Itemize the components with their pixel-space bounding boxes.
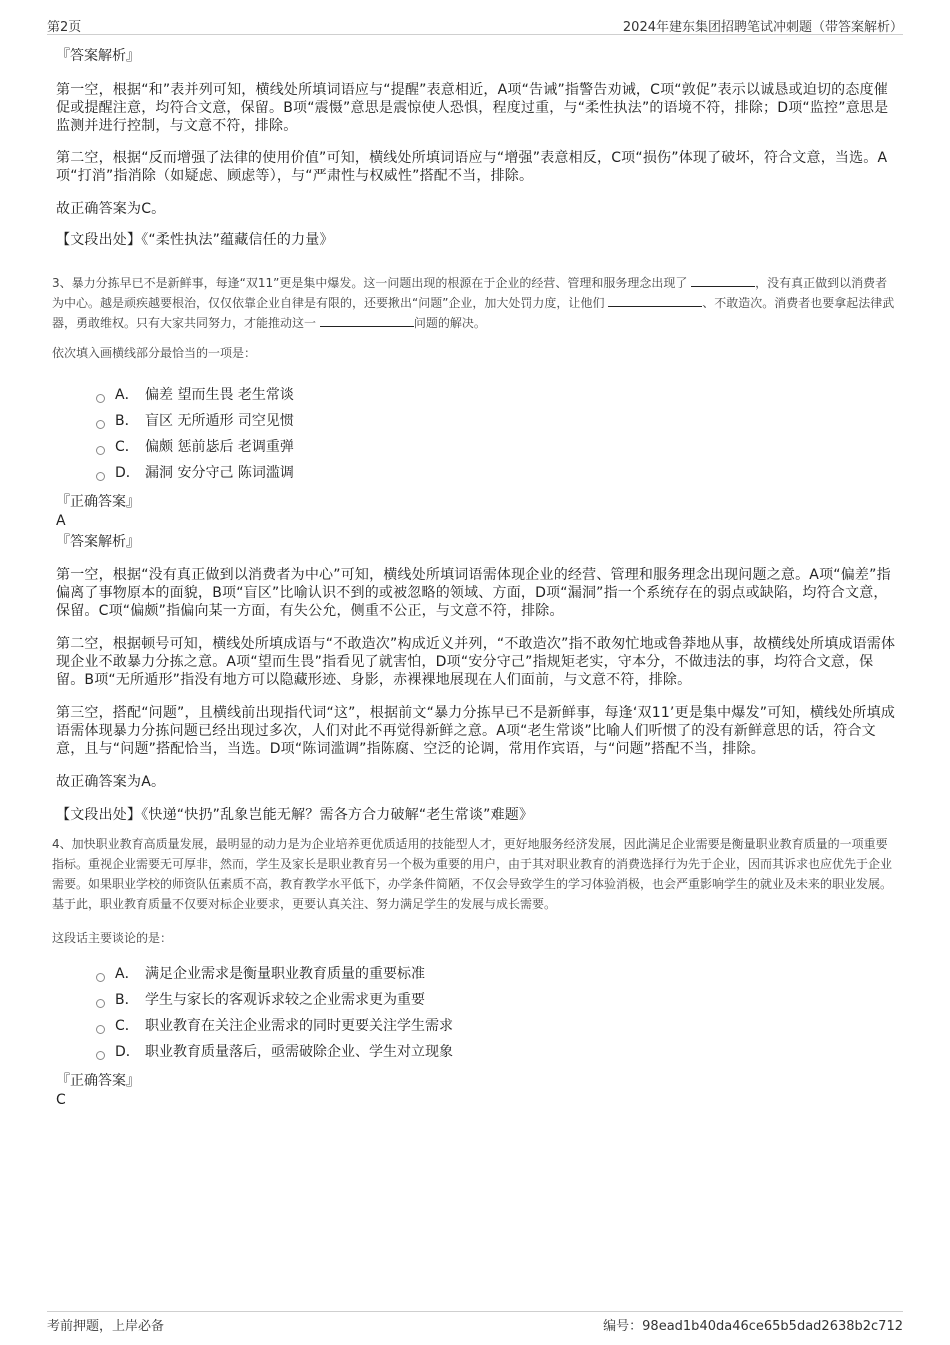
q3-analysis-para-2: 第二空，根据顿号可知，横线处所填成语与“不敢造次”构成近义并列，“不敢造次”指不敢匆忙地或鲁莽地从事，故横线处所填成语需体现企业不敢暴力分拣之意。A项“望而生畏”指看见了就害怕，D项“安分守己”指规矩老实，守本分，不做违法的事，均符合文意，保留。B项“无所遁形”指没有地方可以隐藏形迹、身影，赤裸裸地展现在人们面前，与文意不符，排除。 xyxy=(56,636,896,688)
q4-option-d[interactable]: D． 职业教育质量落后，亟需破除企业、学生对立现象 xyxy=(96,1039,898,1065)
q4-option-c[interactable]: C． 职业教育在关注企业需求的同时更要关注学生需求 xyxy=(96,1013,898,1039)
radio-icon[interactable] xyxy=(96,446,105,455)
radio-icon[interactable] xyxy=(96,420,105,429)
q3-option-c[interactable]: C． 偏颇 惩前毖后 老调重弹 xyxy=(96,434,898,460)
radio-icon[interactable] xyxy=(96,394,105,403)
q3-blank-3 xyxy=(320,314,414,327)
q3-prompt: 依次填入画横线部分最恰当的一项是： xyxy=(52,346,257,360)
radio-icon[interactable] xyxy=(96,973,105,982)
q3-blank-1 xyxy=(691,274,755,287)
q2-conclusion: 故正确答案为C。 xyxy=(56,201,166,217)
q4-answer: C xyxy=(56,1092,66,1108)
radio-icon[interactable] xyxy=(96,1051,105,1060)
q3-source: 【文段出处】《快递“快扔”乱象岂能无解？需各方合力破解“老生常谈”难题》 xyxy=(56,807,534,823)
radio-icon[interactable] xyxy=(96,1025,105,1034)
q2-source: 【文段出处】《“柔性执法”蕴藏信任的力量》 xyxy=(56,232,334,248)
page-header xyxy=(47,12,903,35)
q3-question-text: 3、暴力分拣早已不是新鲜事，每逢“双11”更是集中爆发。这一问题出现的根源在于企业的经营、管理和服务理念出现了 ，没有真正做到以消费者为中心。越是顽疾越要根治，仅仅依靠企业自律是有限的，还要揪出“问题”企业，加大处罚力度，让他们 、不敢造次。消费者也要拿起法律武器，勇敢维权。只有大家共同努力，才能推动这一 问题的解决。 xyxy=(52,276,895,330)
q3-blank-2 xyxy=(608,294,702,307)
q4-option-a[interactable]: A． 满足企业需求是衡量职业教育质量的重要标准 xyxy=(96,961,898,987)
page-number: 第2页 xyxy=(47,20,82,35)
footer-slogan: 考前押题，上岸必备 xyxy=(47,1319,165,1334)
q3-options xyxy=(96,382,898,486)
page-content xyxy=(52,44,898,1109)
q3-analysis-para-3: 第三空，搭配“问题”，且横线前出现指代词“这”，根据前文“暴力分拣早已不是新鲜事，每逢‘双11’更是集中爆发”可知，横线处所填成语需体现暴力分拣问题已经出现过多次，人们对此不再觉得新鲜之意。A项“老生常谈”比喻人们听惯了的没有新鲜意思的话，符合文意，且与“问题”搭配恰当，当选。D项“陈词滥调”指陈腐、空泛的论调，常用作宾语，与“问题”搭配不当，排除。 xyxy=(56,705,896,757)
q3-answer: A xyxy=(56,513,66,529)
q3-option-b[interactable]: B． 盲区 无所遁形 司空见惯 xyxy=(96,408,898,434)
q4-answer-label: 『正确答案』 xyxy=(56,1073,140,1089)
q4-options xyxy=(96,961,898,1065)
q3-analysis-label: 『答案解析』 xyxy=(56,534,140,550)
page-footer xyxy=(47,1311,903,1332)
q4-prompt: 这段话主要谈论的是： xyxy=(52,931,173,945)
radio-icon[interactable] xyxy=(96,999,105,1008)
document-code: 编号：98ead1b40da46ce65b5dad2638b2c712 xyxy=(603,1319,903,1334)
q2-analysis-label: 『答案解析』 xyxy=(56,48,140,64)
q4-question-text: 4、加快职业教育高质量发展，最明显的动力是为企业培养更优质适用的技能型人才，更好地服务经济发展，因此满足企业需要是衡量职业教育质量的一项重要指标。重视企业需要无可厚非，然而，学生及家长是职业教育另一个极为重要的用户，由于其对职业教育的消费选择行为先于企业，因而其诉求也应优先于企业需要。如果职业学校的师资队伍素质不高，教育教学水平低下，办学条件简陋，不仅会导致学生的学习体验消极，也会严重影响学生的就业及未来的职业发展。基于此，职业教育质量不仅要对标企业要求，更要认真关注、努力满足学生的发展与成长需要。 xyxy=(52,837,893,911)
document-title: 2024年建东集团招聘笔试冲刺题（带答案解析） xyxy=(622,20,903,35)
q3-conclusion: 故正确答案为A。 xyxy=(56,774,166,790)
q3-option-a[interactable]: A． 偏差 望而生畏 老生常谈 xyxy=(96,382,898,408)
q3-option-d[interactable]: D． 漏洞 安分守己 陈词滥调 xyxy=(96,460,898,486)
q2-analysis-para-2: 第二空，根据“反而增强了法律的使用价值”可知，横线处所填词语应与“增强”表意相反，C项“损伤”体现了破坏，符合文意，当选。A项“打消”指消除（如疑虑、顾虑等），与“严肃性与权威性”搭配不当，排除。 xyxy=(56,150,888,184)
q4-option-b[interactable]: B． 学生与家长的客观诉求较之企业需求更为重要 xyxy=(96,987,898,1013)
q2-analysis-para-1: 第一空，根据“和”表并列可知，横线处所填词语应与“提醒”表意相近，A项“告诫”指警告劝诫，C项“敦促”表示以诚恳或迫切的态度催促或提醒注意，均符合文意，保留。B项“震慑”意思是震惊使人恐惧，程度过重，与“柔性执法”的语境不符，排除；D项“监控”意思是监测并进行控制，与文意不符，排除。 xyxy=(56,82,889,134)
q3-answer-label: 『正确答案』 xyxy=(56,494,140,510)
q3-analysis-para-1: 第一空，根据“没有真正做到以消费者为中心”可知，横线处所填词语需体现企业的经营、管理和服务理念出现问题之意。A项“偏差”指偏离了事物原本的面貌，B项“盲区”比喻认识不到的或被忽略的领域、方面，D项“漏洞”指一个系统存在的弱点或缺陷，均符合文意，保留。C项“偏颇”指偏向某一方面，有失公允，侧重不公正，与文意不符，排除。 xyxy=(56,567,891,619)
radio-icon[interactable] xyxy=(96,472,105,481)
